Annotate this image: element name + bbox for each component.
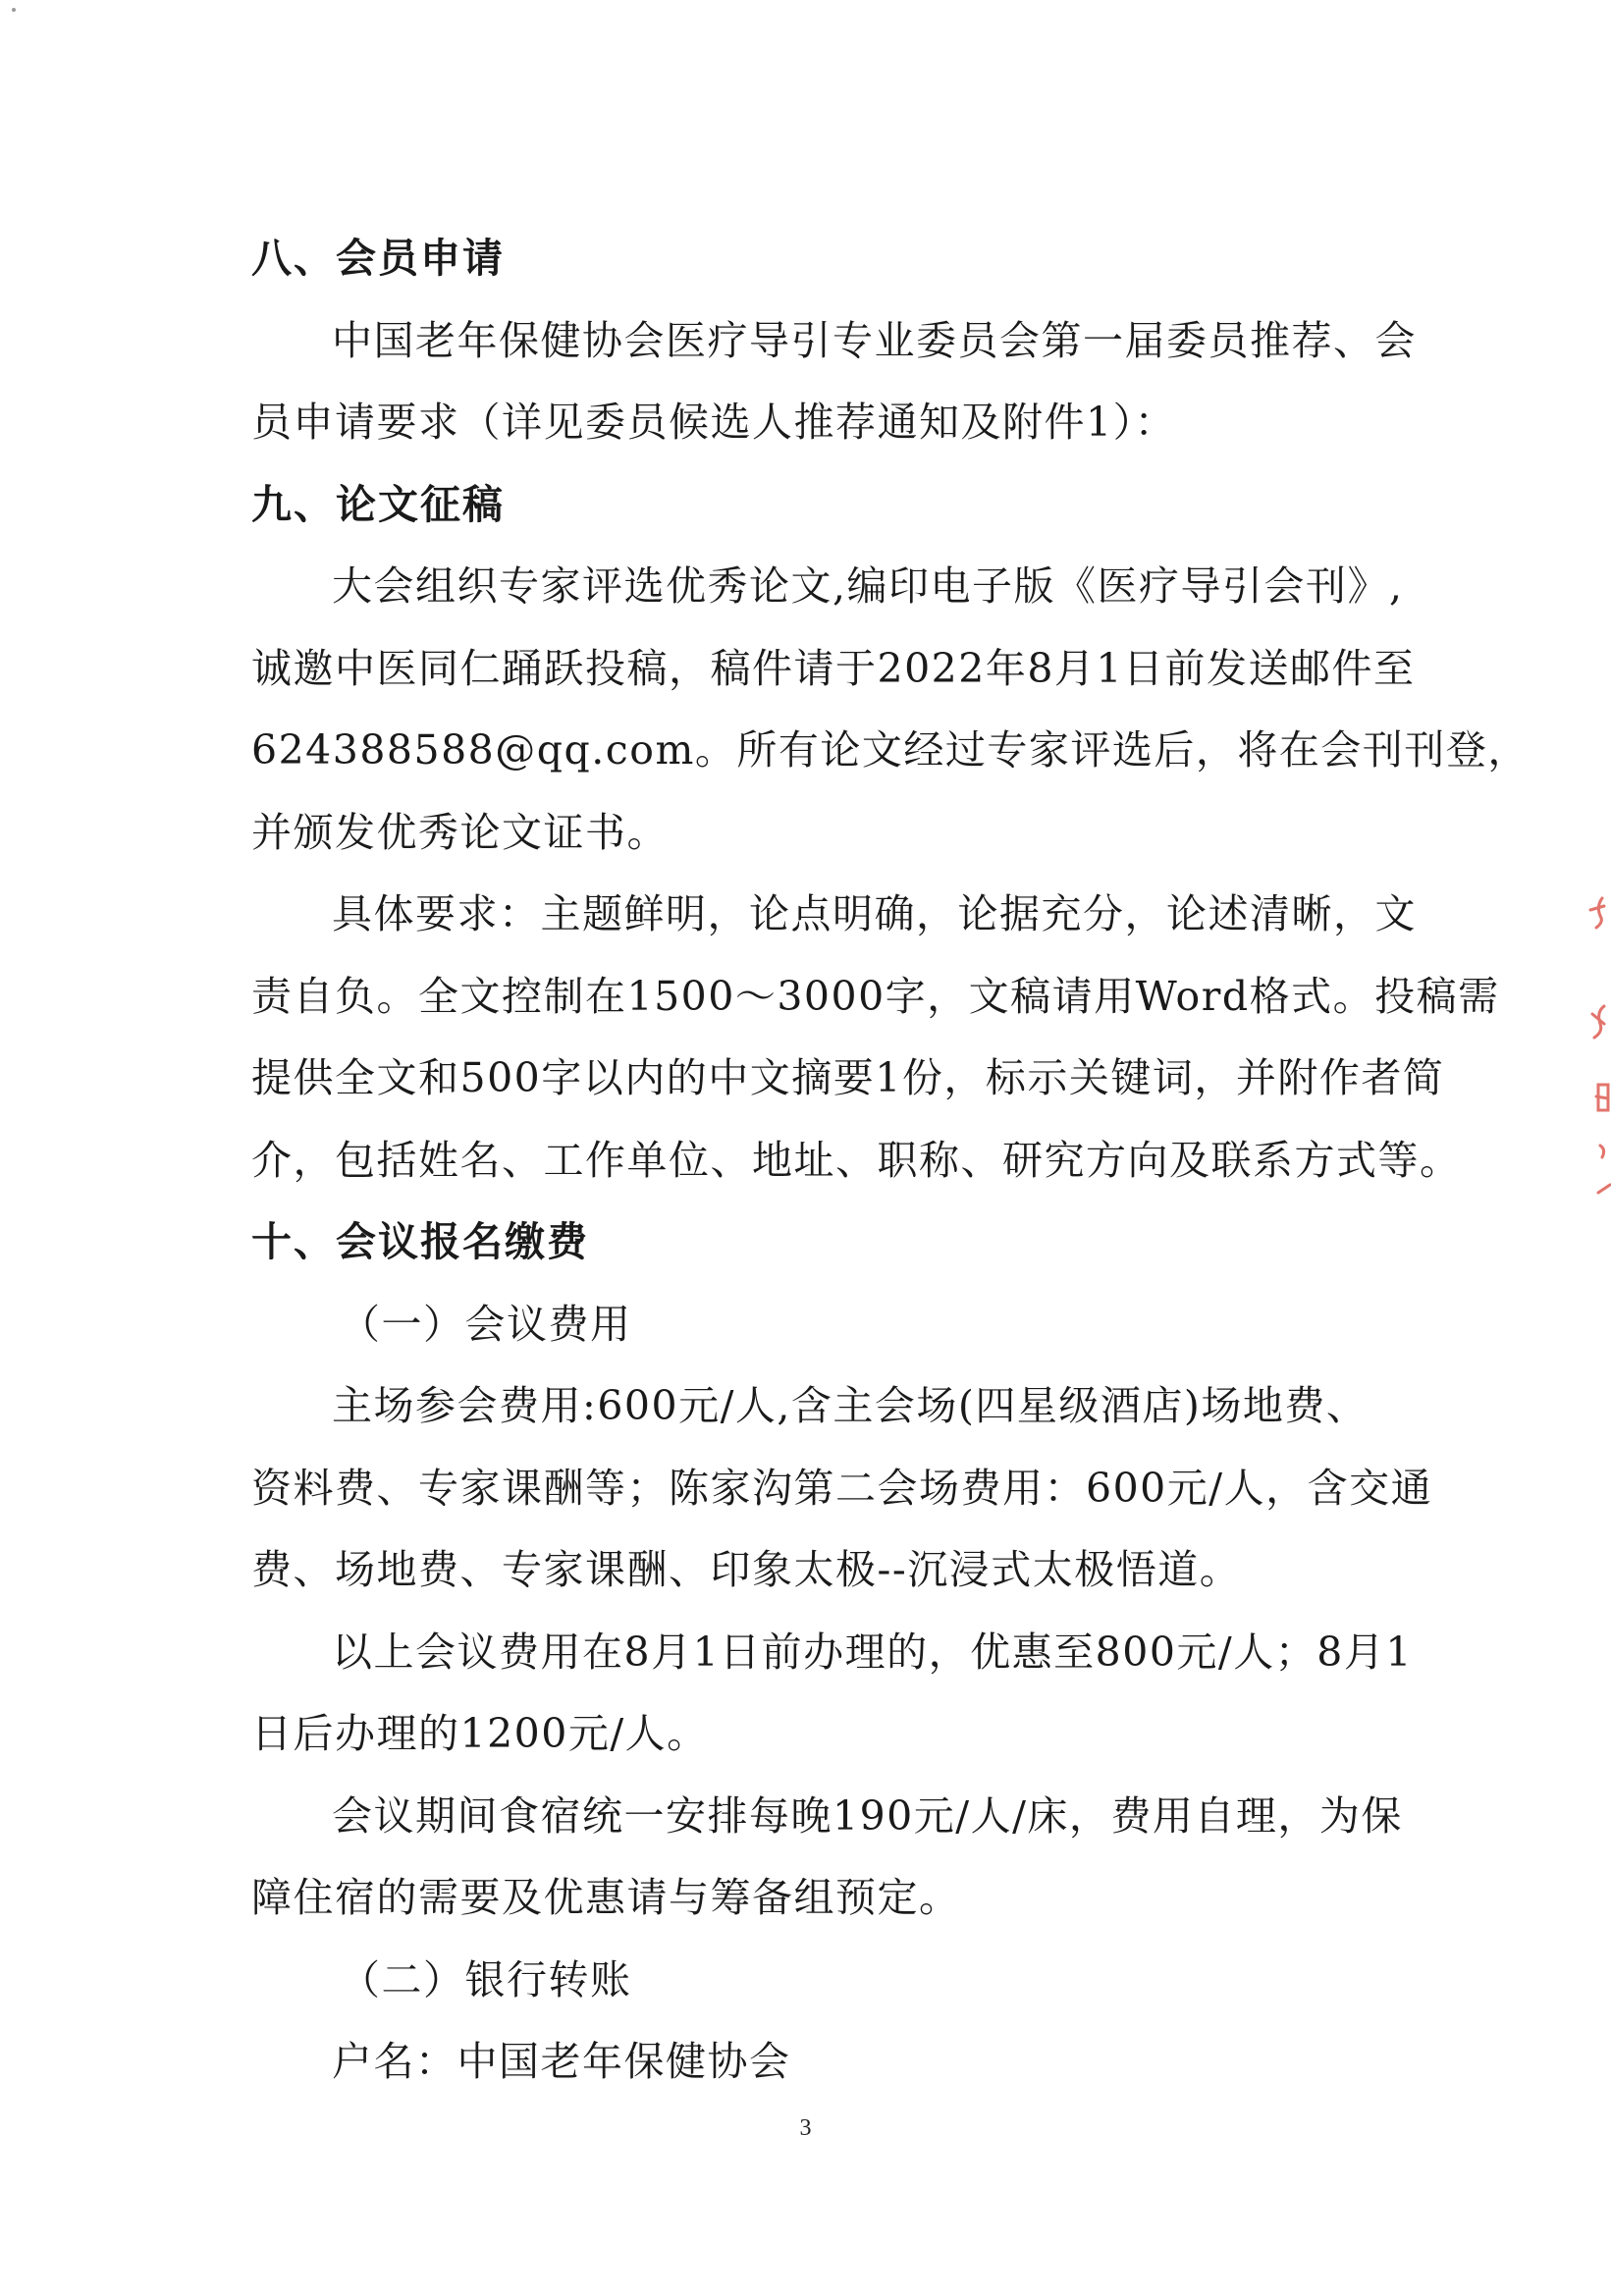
paragraph-line: 户名：中国老年保健协会	[332, 2038, 791, 2085]
paragraph-line: 以上会议费用在8月1日前办理的，优惠至800元/人；8月1	[332, 1628, 1413, 1676]
section-heading-papers: 九、论文征稿	[251, 480, 505, 528]
paragraph-line: 诚邀中医同仁踊跃投稿，稿件请于2022年8月1日前发送邮件至	[251, 644, 1416, 692]
section-heading-membership: 八、会员申请	[251, 235, 505, 282]
paragraph-line: 介，包括姓名、工作单位、地址、职称、研究方向及联系方式等。	[251, 1136, 1462, 1184]
subsection-heading-fees: （一）会议费用	[340, 1300, 632, 1348]
paragraph-line: 主场参会费用:600元/人,含主会场(四星级酒店)场地费、	[332, 1382, 1369, 1429]
paragraph-line: 费、场地费、专家课酬、印象太极--沉浸式太极悟道。	[251, 1546, 1242, 1593]
paragraph-line: 会议期间食宿统一安排每晚190元/人/床，费用自理，为保	[332, 1791, 1403, 1840]
paragraph-line: 员申请要求（详见委员候选人推荐通知及附件1）：	[251, 399, 1177, 446]
subsection-heading-bank: （二）银行转账	[340, 1955, 632, 2003]
body-text	[251, 218, 1530, 2104]
paragraph-line: 责自负。全文控制在1500～3000字，文稿请用Word格式。投稿需	[251, 972, 1500, 1020]
paragraph-line: 障住宿的需要及优惠请与筹备组预定。	[251, 1874, 961, 1921]
paragraph-line: 资料费、专家课酬等；陈家沟第二会场费用：600元/人，含交通	[251, 1464, 1433, 1512]
paragraph-line: 并颁发优秀论文证书。	[251, 808, 669, 856]
paragraph-line: 日后办理的1200元/人。	[251, 1710, 709, 1757]
scan-artifact	[12, 8, 16, 12]
paragraph-line: 大会组织专家评选优秀论文,编印电子版《医疗导引会刊》,	[332, 562, 1404, 610]
paragraph-line: 624388588@qq.com。所有论文经过专家评选后，将在会刊刊登，	[251, 726, 1530, 774]
paragraph-line: 具体要求：主题鲜明，论点明确，论据充分，论述清晰，文	[332, 890, 1417, 937]
seal-stamp-fragment-icon	[1579, 888, 1611, 1212]
paragraph-line: 提供全文和500字以内的中文摘要1份，标示关键词，并附作者简	[251, 1054, 1445, 1101]
section-heading-registration: 十、会议报名缴费	[251, 1218, 589, 1265]
paragraph-line: 中国老年保健协会医疗导引专业委员会第一届委员推荐、会	[332, 316, 1417, 364]
page-number: 3	[799, 2115, 812, 2141]
